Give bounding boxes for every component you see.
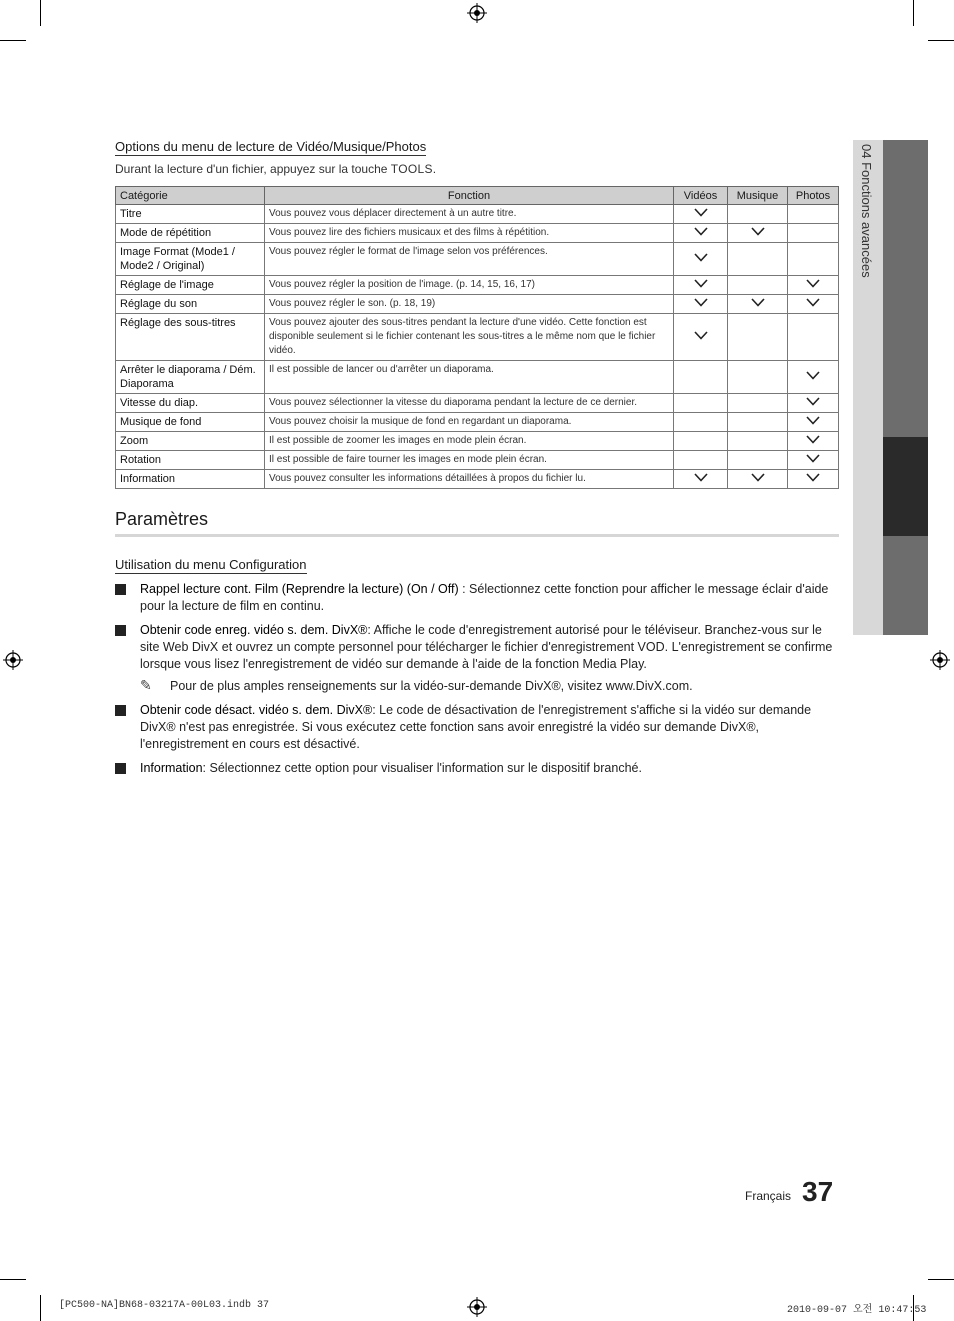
chevron-check-icon: [694, 253, 708, 262]
cell-videos: [674, 413, 728, 432]
chevron-check-icon: [694, 473, 708, 482]
chevron-check-icon: [694, 208, 708, 217]
cell-photos: [788, 224, 839, 243]
row-category: Réglage du son: [116, 295, 265, 314]
row-function: Vous pouvez consulter les informations détaillées à propos du fichier lu.: [265, 470, 674, 489]
cell-videos: [674, 224, 728, 243]
note-text: Pour de plus amples renseignements sur la vidéo-sur-demande DivX®, visitez www.DivX.com.: [170, 679, 693, 693]
registration-mark-icon: [467, 3, 487, 23]
cell-photos: [788, 432, 839, 451]
row-function: Vous pouvez régler le format de l'image selon vos préférences.: [265, 243, 674, 276]
cell-photos: [788, 470, 839, 489]
cell-music: [728, 243, 788, 276]
table-row: [116, 224, 839, 243]
side-tab-block: [883, 140, 928, 437]
row-category: Information: [116, 470, 265, 489]
header-music: Musique: [728, 187, 788, 205]
pencil-note-icon: ✎: [140, 677, 152, 693]
bullet-text: : Sélectionnez cette fonction pour afficher le message éclair d'aide pour la lecture de film en continu.: [140, 582, 829, 613]
row-function: Vous pouvez sélectionner la vitesse du diaporama pendant la lecture de ce dernier.: [265, 394, 674, 413]
cell-photos: [788, 314, 839, 361]
header-function: Fonction: [265, 187, 674, 205]
cell-music: [728, 432, 788, 451]
cell-photos: [788, 295, 839, 314]
cell-videos: [674, 243, 728, 276]
table-row: [116, 432, 839, 451]
row-function: Vous pouvez vous déplacer directement à un autre titre.: [265, 205, 674, 224]
crop-mark: [40, 0, 41, 26]
table-row: [116, 413, 839, 432]
chapter-side-tab: [853, 140, 928, 635]
chevron-check-icon: [806, 298, 820, 307]
table-row: [116, 394, 839, 413]
cell-videos: [674, 295, 728, 314]
cell-music: [728, 276, 788, 295]
cell-music: [728, 205, 788, 224]
cell-music: [728, 295, 788, 314]
crop-mark: [0, 1279, 26, 1280]
cell-videos: [674, 432, 728, 451]
cell-videos: [674, 314, 728, 361]
header-videos: Vidéos: [674, 187, 728, 205]
cell-photos: [788, 243, 839, 276]
table-row: [116, 295, 839, 314]
row-category: Réglage de l'image: [116, 276, 265, 295]
registration-mark-icon: [467, 1297, 487, 1317]
header-category: Catégorie: [116, 187, 265, 205]
header-photos: Photos: [788, 187, 839, 205]
crop-mark: [928, 40, 954, 41]
cell-videos: [674, 205, 728, 224]
footer-language: Français: [745, 1189, 792, 1203]
row-category: Réglage des sous-titres: [116, 314, 265, 361]
side-tab-block: [883, 536, 928, 635]
chevron-check-icon: [694, 279, 708, 288]
crop-mark: [928, 1279, 954, 1280]
bullet-label: Rappel lecture cont. Film (Reprendre la lecture) (On / Off): [140, 582, 459, 596]
row-function: Vous pouvez régler la position de l'image. (p. 14, 15, 16, 17): [265, 276, 674, 295]
chevron-check-icon: [694, 331, 708, 340]
page-content: [115, 138, 839, 777]
table-row: [116, 314, 839, 361]
cell-photos: [788, 361, 839, 394]
cell-music: [728, 413, 788, 432]
intro-end: .: [432, 162, 437, 176]
row-function: Il est possible de lancer ou d'arrêter un diaporama.: [265, 361, 674, 394]
cell-music: [728, 224, 788, 243]
cell-music: [728, 394, 788, 413]
cell-photos: [788, 451, 839, 470]
cell-videos: [674, 394, 728, 413]
chevron-check-icon: [806, 371, 820, 380]
list-item: [115, 702, 839, 753]
side-tab-block-active: [883, 437, 928, 536]
cell-photos: [788, 394, 839, 413]
bullet-text: : Affiche le code d'enregistrement autorisé pour le téléviseur. Branchez-vous sur le site Web DivX et ouvrez un compte personnel pour télécharger le fichier d'enregistrement VOD. L'enregistrement se confirme lorsque vous lisez l'enregistrement de vidéo sur demande à l'aide de la fonction Media Play.: [140, 623, 833, 671]
square-bullet-icon: [115, 705, 126, 716]
crop-mark: [0, 40, 26, 41]
square-bullet-icon: [115, 625, 126, 636]
chevron-check-icon: [751, 298, 765, 307]
print-slug-date: 2010-09-07 오전 10:47:53: [787, 1305, 927, 1316]
square-bullet-icon: [115, 584, 126, 595]
params-subtitle: Utilisation du menu Configuration: [115, 557, 307, 572]
options-table: [115, 186, 839, 489]
row-category: Mode de répétition: [116, 224, 265, 243]
bullet-text: : Sélectionnez cette option pour visualiser l'information sur le dispositif branché.: [202, 761, 642, 775]
row-function: Vous pouvez ajouter des sous-titres pendant la lecture d'une vidéo. Cette fonction est disponible seulement si le fichier contenant les sous-titres a le même nom que le fichier vidéo.: [265, 314, 674, 361]
table-row: [116, 470, 839, 489]
bullet-label: Obtenir code enreg. vidéo s. dem. DivX®: [140, 623, 368, 637]
chevron-check-icon: [806, 397, 820, 406]
chevron-check-icon: [751, 227, 765, 236]
list-item: [115, 760, 839, 777]
row-function: Il est possible de faire tourner les images en mode plein écran.: [265, 451, 674, 470]
table-row: [116, 361, 839, 394]
options-section-title: Options du menu de lecture de Vidéo/Musique/Photos: [115, 139, 427, 154]
note: [115, 678, 839, 695]
row-category: Musique de fond: [116, 413, 265, 432]
print-slug-file: [PC500-NA]BN68-03217A-00L03.indb 37: [59, 1300, 270, 1311]
cell-music: [728, 361, 788, 394]
cell-videos: [674, 361, 728, 394]
row-function: Vous pouvez régler le son. (p. 18, 19): [265, 295, 674, 314]
row-category: Vitesse du diap.: [116, 394, 265, 413]
chevron-check-icon: [806, 435, 820, 444]
cell-videos: [674, 276, 728, 295]
row-function: Vous pouvez lire des fichiers musicaux et des films à répétition.: [265, 224, 674, 243]
bullet-label: Obtenir code désact. vidéo s. dem. DivX®: [140, 703, 373, 717]
chevron-check-icon: [694, 227, 708, 236]
cell-photos: [788, 276, 839, 295]
intro-text: Durant la lecture d'un fichier, appuyez sur la touche: [115, 162, 391, 176]
chevron-check-icon: [806, 279, 820, 288]
chevron-check-icon: [751, 473, 765, 482]
square-bullet-icon: [115, 763, 126, 774]
table-row: [116, 451, 839, 470]
options-intro: [115, 162, 839, 176]
chevron-check-icon: [806, 416, 820, 425]
row-category: Titre: [116, 205, 265, 224]
table-row: [116, 205, 839, 224]
registration-mark-icon: [3, 650, 23, 670]
table-row: [116, 243, 839, 276]
row-function: Vous pouvez choisir la musique de fond en regardant un diaporama.: [265, 413, 674, 432]
registration-mark-icon: [930, 650, 950, 670]
row-function: Il est possible de zoomer les images en mode plein écran.: [265, 432, 674, 451]
cell-videos: [674, 470, 728, 489]
bullet-label: Information: [140, 761, 203, 775]
tools-key: TOOLS: [390, 162, 433, 176]
side-tab-label: 04 Fonctions avancées: [859, 144, 874, 278]
row-category: Zoom: [116, 432, 265, 451]
chevron-check-icon: [806, 454, 820, 463]
chevron-check-icon: [806, 473, 820, 482]
page-number: 37: [802, 1176, 834, 1207]
list-item: [115, 622, 839, 673]
cell-photos: [788, 205, 839, 224]
table-row: [116, 276, 839, 295]
bullet-text: : Le code de désactivation de l'enregistrement s'affiche si la vidéo sur demande DivX® n'est pas enregistrée. Si vous exécutez cette fonction sans avoir enregistré la vidéo sur demande DivX®, l'enregistrement en cours est désactivé.: [140, 703, 812, 751]
list-item: [115, 581, 839, 615]
params-section-title: Paramètres: [115, 509, 839, 537]
cell-music: [728, 314, 788, 361]
params-list: [115, 581, 839, 777]
crop-mark: [40, 1295, 41, 1321]
row-category: Rotation: [116, 451, 265, 470]
cell-photos: [788, 413, 839, 432]
cell-music: [728, 451, 788, 470]
crop-mark: [913, 0, 914, 26]
cell-music: [728, 470, 788, 489]
row-category: Image Format (Mode1 / Mode2 / Original): [116, 243, 265, 276]
chevron-check-icon: [694, 298, 708, 307]
row-category: Arrêter le diaporama / Dém. Diaporama: [116, 361, 265, 394]
table-header-row: [116, 187, 839, 205]
cell-videos: [674, 451, 728, 470]
